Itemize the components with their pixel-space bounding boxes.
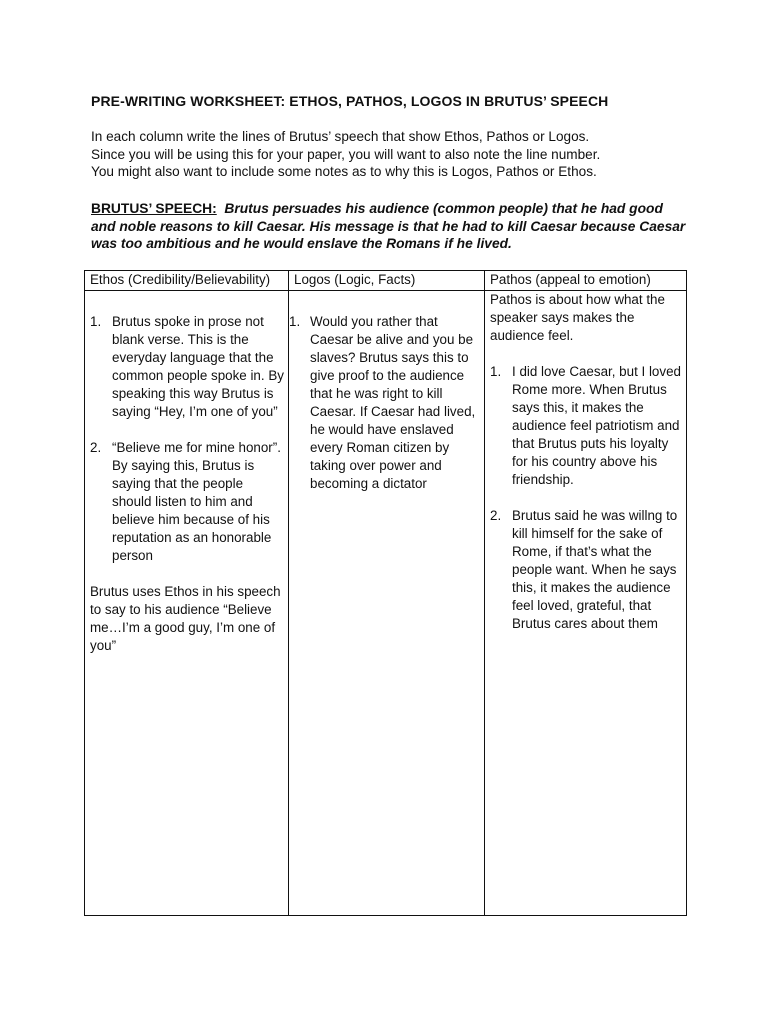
item-text: “Believe me for mine honor”. By saying this, Brutus is saying that the people should listen to him and believe him because of his reputation as an honorable person bbox=[112, 440, 281, 563]
item-number: 2. bbox=[490, 508, 502, 523]
pathos-item bbox=[490, 363, 684, 489]
table-body-row bbox=[85, 291, 687, 916]
logos-cell bbox=[289, 291, 485, 916]
speech-text: Brutus persuades his audience (common people) that he had good and noble reasons to kill Caesar. His message is that he had to kill Caesar because Caesar was too ambitious and he would enslave the Romans if he lived. bbox=[91, 201, 686, 252]
item-text: I did love Caesar, but I loved Rome more. When Brutus says this, it makes the audience feel patriotism and that Brutus puts his loyalty for his country above his friendship. bbox=[512, 364, 681, 487]
ethos-item bbox=[90, 439, 286, 565]
item-number: 2. bbox=[90, 440, 102, 455]
pathos-intro: Pathos is about how what the speaker says makes the audience feel. bbox=[490, 292, 665, 343]
analysis-table bbox=[84, 270, 687, 916]
pathos-item bbox=[490, 507, 684, 633]
worksheet-title: PRE-WRITING WORKSHEET: ETHOS, PATHOS, LOGOS IN BRUTUS’ SPEECH bbox=[91, 93, 609, 109]
instructions bbox=[91, 128, 701, 181]
item-text: Brutus said he was willng to kill himself for the sake of Rome, if that’s what the people want. When he says this, it makes the audience feel loved, grateful, that Brutus cares about them bbox=[512, 508, 678, 631]
header-ethos: Ethos (Credibility/Believability) bbox=[85, 271, 289, 291]
item-number: 1. bbox=[90, 314, 102, 329]
item-number: 1. bbox=[490, 364, 502, 379]
logos-item bbox=[289, 313, 482, 493]
pathos-cell bbox=[485, 291, 687, 916]
instruction-line: Since you will be using this for your paper, you will want to also note the line number. bbox=[91, 146, 601, 162]
item-number: 1. bbox=[289, 314, 301, 329]
item-text: Brutus spoke in prose not blank verse. This is the everyday language that the common people spoke in. By speaking this way Brutus is saying “Hey, I’m one of you” bbox=[112, 314, 284, 419]
instruction-line: In each column write the lines of Brutus’ speech that show Ethos, Pathos or Logos. bbox=[91, 129, 590, 144]
table-header-row bbox=[85, 271, 687, 291]
instruction-line: You might also want to include some notes as to why this is Logos, Pathos or Ethos. bbox=[91, 164, 597, 180]
item-text: Would you rather that Caesar be alive and you be slaves? Brutus says this to give proof to the audience that he was right to kill Caesar. If Caesar had lived, he would have enslaved every Roman citizen by taking over power and becoming a dictator bbox=[310, 314, 476, 491]
ethos-note: Brutus uses Ethos in his speech to say to his audience “Believe me…I’m a good guy, I’m one of you” bbox=[90, 584, 281, 653]
ethos-cell bbox=[85, 291, 289, 916]
header-logos: Logos (Logic, Facts) bbox=[289, 271, 485, 291]
speech-summary bbox=[91, 200, 691, 253]
ethos-item bbox=[90, 313, 286, 421]
header-pathos: Pathos (appeal to emotion) bbox=[485, 271, 687, 291]
speech-label: BRUTUS’ SPEECH: bbox=[91, 201, 217, 216]
